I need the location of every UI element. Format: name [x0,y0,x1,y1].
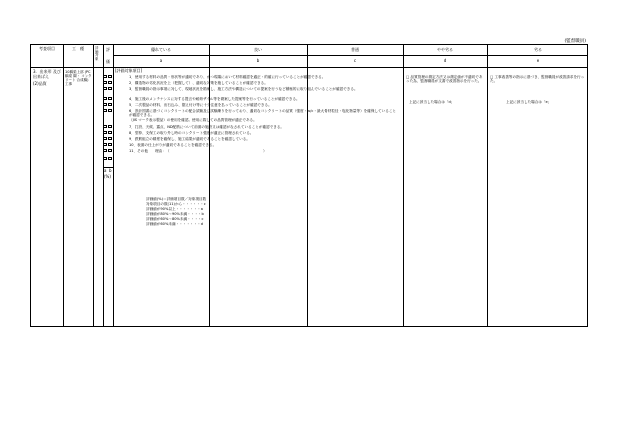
grade-c-letter: c [353,58,357,63]
checkbox[interactable] [103,75,107,78]
grade-e-criteria: □ 工事改善等の指示に基づき、監督職員が改善請求を行った。 [490,75,585,84]
head-target: 評価対象 [95,46,99,61]
row-divider [113,55,587,56]
col-divider [487,45,488,326]
eval-item: 11．その他 理由：（ ） [129,149,267,153]
col-divider [93,45,94,326]
eval-item: 6．設計図書に基づくコンクリートの配合試験及び試験練りを行っており、適切なコンクリートの品質（強度・w/c・最大骨材粒径・塩化物量等）を確保していることが確認できる。 [129,109,397,118]
checkbox[interactable] [103,103,107,106]
grade-b-label: 良い [254,47,262,52]
grade-d-label: やや劣る [437,47,453,52]
header-note: (監督職員) [564,39,586,44]
col-divider [63,45,64,326]
target-label: [評価対象項目] [115,68,143,73]
checkbox[interactable] [103,81,107,84]
checkbox[interactable] [108,97,112,100]
grade-e-letter: e [536,58,540,63]
checkbox[interactable] [108,157,112,160]
eval-item: 10．表面の仕上がりが適切であることを確認できる。 [129,143,217,147]
grade-d-letter: d [443,58,447,63]
row-subcategory: (2)品質 [33,81,47,86]
head-eval: 評 [106,47,110,52]
formula-line: 評価値(%)＝評価項目数／対象項目数 [146,197,207,201]
col-divider [113,45,114,326]
formula-line: 評価値が60%未満・・・・・・・d [146,222,203,226]
evaluation-table [30,44,588,327]
checkbox[interactable] [108,143,112,146]
formula-line: 対象項目の数(11)から・・・・・・c [146,202,206,206]
checkbox[interactable] [108,87,112,90]
checkbox[interactable] [103,143,107,146]
grade-c-label: 普通 [351,47,359,52]
row-category: 3．出来形 及び 出来ばえ [33,69,61,79]
score-label: (%) [104,174,111,179]
checkbox[interactable] [103,149,107,152]
eval-item: 7．打設、天候、露点、ND配筋について前面の施設又は確認がなされていることが確認できる。 [129,125,285,129]
grade-d-note: 上記に該当した場合は「d」 [409,100,455,104]
eval-item: 1．使用する材料の品質・形状等が適切であり、かつ現場において材料確認を適正・的確に行っていることが確認できる。 [129,75,326,79]
score-head-b: b [109,168,112,173]
grade-a-letter: a [159,58,163,63]
checkbox[interactable] [108,103,112,106]
eval-item: 5．二次製品の材料、出石込み、据え付け等に十分注意を払っていることが確認できる。 [129,103,272,107]
eval-item: 4．施工後のメンテナンスに対する提言や耐荷ザイル等を勘案した提案等を行っていることが確認できる。 [129,97,300,101]
formula-line: 評価値が60%～80%未満・・・・c [146,217,204,221]
checkbox[interactable] [108,81,112,84]
checkbox[interactable] [103,109,107,112]
row-work-type: 10橋梁上部 (PC橋梁 鋼・ コンクリート 合成橋) 工事 [65,70,92,86]
col-divider [403,45,404,326]
head-category: 考査項目 [39,46,55,51]
checkbox[interactable] [103,97,107,100]
checkbox[interactable] [103,125,107,128]
grade-e-label: 劣る [534,47,542,52]
checkbox[interactable] [103,137,107,140]
checkbox[interactable] [103,87,107,90]
checkbox[interactable] [108,149,112,152]
checkbox[interactable] [108,131,112,134]
grade-b-letter: b [256,58,260,63]
checkbox[interactable] [108,137,112,140]
eval-item: 8．型枠、支保工の取り外し時のコンクリート強度が適正に管理されている。 [129,131,254,135]
checkbox[interactable] [108,109,112,112]
score-head-a: a [104,168,107,173]
checkbox[interactable] [108,125,112,128]
formula-line: 評価値が90%以上・・・・・・・a [146,207,203,211]
head-value: 価 [106,59,110,64]
eval-item: （JIS マーク表示製品）の使用を確認。使用に際しての品質管理が適正である。 [129,118,257,122]
grade-d-criteria: □ 品質管理の測定方法又は測定値が不適切であった為、監督職員が文書で改善指示を行った。 [406,75,483,84]
checkbox[interactable] [103,131,107,134]
checkbox[interactable] [103,157,107,160]
formula-line: 評価値が80%～90%未満・・・・b [146,212,204,216]
grade-e-note: 上記に該当した場合は「e」 [506,100,552,104]
grade-a-label: 優れている [151,47,171,52]
eval-item: 2．構造物の劣化状況を上（把握して）、適切な対策を施していることが確認できる。 [129,81,268,85]
eval-item: 9．鉄筋組立の精度を確保し、施工結果が適切であることを確認している。 [129,137,250,141]
checkbox[interactable] [108,75,112,78]
eval-item: 3．監督職員の指示事項に対して、現地状況を勘案し、施工方法や構造についての提案を行うなど積極的に取り組んでいることが確認できる。 [129,87,358,91]
head-work-type: 工 種 [72,46,84,51]
